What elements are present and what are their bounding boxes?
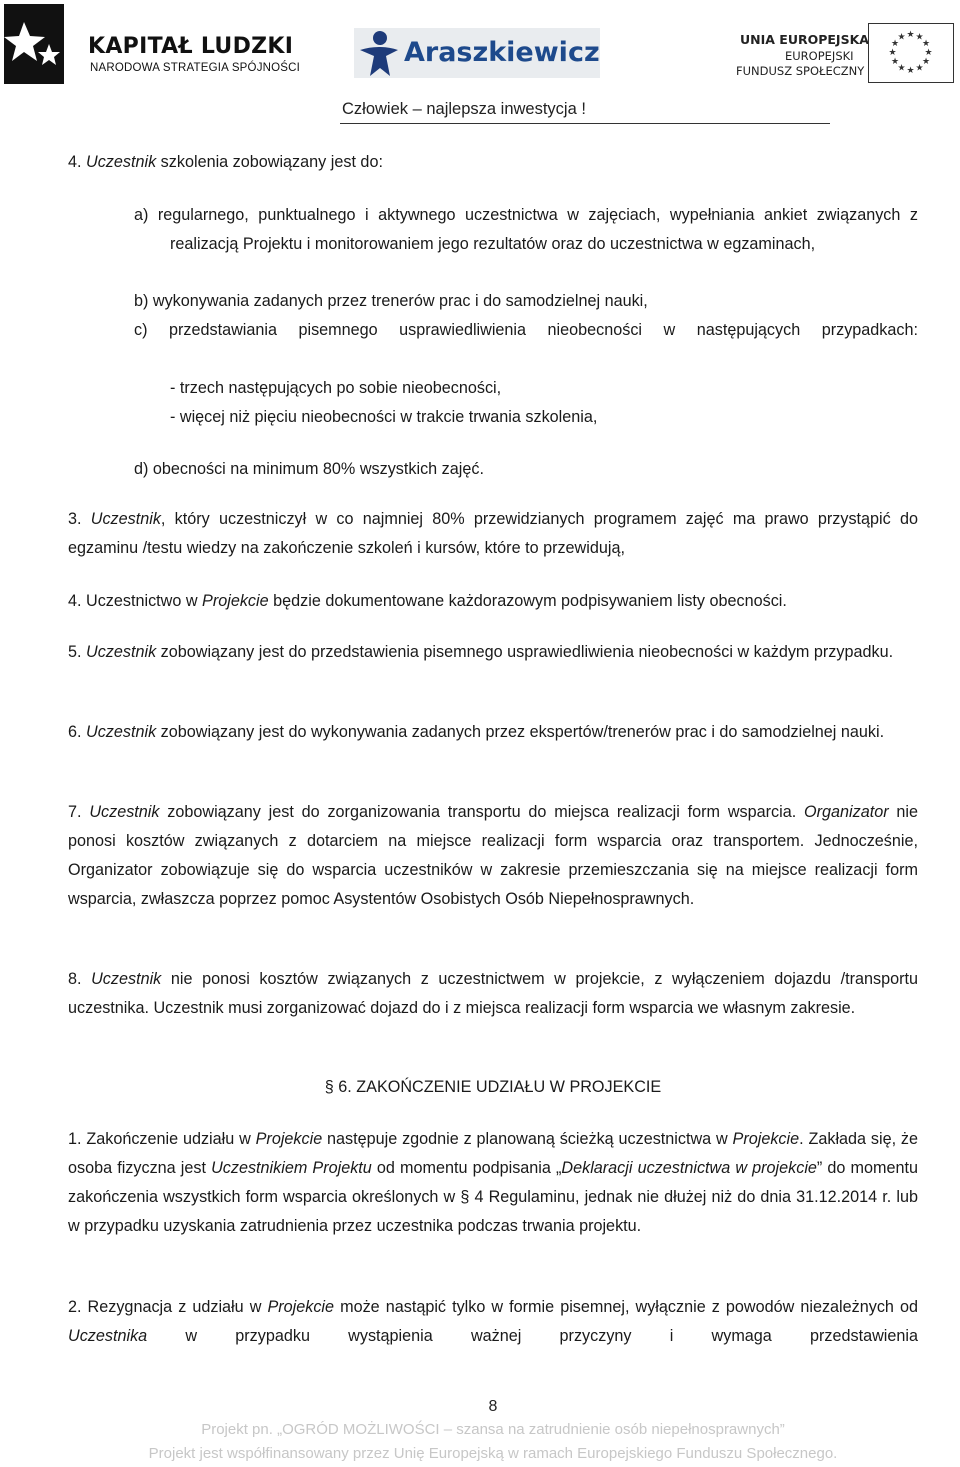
svg-text:★: ★ [915, 32, 924, 43]
svg-text:★: ★ [906, 66, 915, 76]
paragraph-8: 8. Uczestnik nie ponosi kosztów związanych z uczestnictwem w projekcie, z wyłączeniem dojazdu /transportu uczestnika. Uczestnik musi zorganizować dojazd do i z miejsca realizacji form wsparcia we własnym zakresie. [68, 970, 918, 1017]
list-item-b: b) wykonywania zadanych przez trenerów prac i do samodzielnej nauki, [134, 292, 648, 310]
paragraph-4: 4. Uczestnictwo w Projekcie będzie dokumentowane każdorazowym podpisywaniem listy obecności. [68, 592, 787, 610]
eu-text-line2: EUROPEJSKI [785, 49, 854, 63]
kapital-ludzki-logo [4, 4, 74, 84]
kl-star-icon [4, 4, 74, 84]
svg-text:★: ★ [890, 57, 900, 67]
section6-paragraph-1: 1. Zakończenie udziału w Projekcie następuje zgodnie z planowaną ścieżką uczestnictwa w Projekcie. Zakłada się, że osoba fizyczna jest Uczestnikiem Projektu od momentu podpisania „Deklaracji uczestnictwa w projekcie” do momentu zakończenia wszystkich form wsparcia określonych w § 4 Regulaminu, jednak nie dłużej niż do dnia 31.12.2014 r. lub w przypadku uzyskania zatrudnienia przez uczestnika podczas trwania projektu. [68, 1130, 919, 1235]
footer-line-1: Projekt pn. „OGRÓD MOŻLIWOŚCI – szansa na zatrudnienie osób niepełnosprawnych” [201, 1421, 785, 1438]
list-item-d: d) obecności na minimum 80% wszystkich zajęć. [134, 460, 484, 478]
page-number: 8 [488, 1398, 498, 1415]
svg-text:★: ★ [890, 39, 900, 49]
paragraph-3: 3. Uczestnik, który uczestniczył w co najmniej 80% przewidzianych programem zajęć ma prawo przystąpić do egzaminu /testu wiedzy na zakończenie szkoleń i kursów, które to przewidują, [68, 510, 918, 557]
person-icon [356, 28, 402, 78]
eu-stars-icon [869, 24, 952, 81]
svg-text:★: ★ [897, 63, 906, 74]
kl-title: KAPITAŁ LUDZKI [88, 34, 294, 59]
list-item-c-sub1: - trzech następujących po sobie nieobecności, [170, 379, 502, 397]
list-item-c: c) przedstawiania pisemnego usprawiedliwienia nieobecności w następujących przypadkach: [134, 321, 918, 339]
paragraph-6: 6. Uczestnik zobowiązany jest do wykonywania zadanych przez ekspertów/trenerów prac i do samodzielnej nauki. [68, 723, 885, 741]
svg-text:★: ★ [915, 63, 924, 74]
svg-text:★: ★ [921, 39, 931, 49]
section6-paragraph-2: 2. Rezygnacja z udziału w Projekcie może nastąpić tylko w formie pisemnej, wyłącznie z powodów niezależnych od Uczestnika w przypadku wystąpienia ważnej przyczyny i wymaga przedstawienia [68, 1298, 918, 1345]
header-divider [340, 123, 830, 124]
section4-heading: 4. Uczestnik szkolenia zobowiązany jest do: [68, 153, 383, 171]
svg-text:★: ★ [897, 32, 906, 43]
paragraph-5: 5. Uczestnik zobowiązany jest do przedstawienia pisemnego usprawiedliwienia nieobecności w każdym przypadku. [68, 643, 894, 661]
eu-text-line1: UNIA EUROPEJSKA [740, 32, 869, 47]
araszkiewicz-logo [354, 28, 600, 78]
svg-text:★: ★ [921, 57, 931, 67]
svg-text:★: ★ [888, 48, 897, 58]
list-item-a: a) regularnego, punktualnego i aktywnego uczestnictwa w zajęciach, wypełniania ankiet związanych z realizacją Projektu i monitorowaniem jego rezultatów oraz do uczestnictwa w egzaminach, [134, 206, 918, 253]
brand-name: Araszkiewicz [404, 37, 600, 68]
kl-subtitle: NARODOWA STRATEGIA SPÓJNOŚCI [90, 62, 301, 74]
list-item-c-sub2: - więcej niż pięciu nieobecności w trakcie trwania szkolenia, [170, 408, 598, 426]
svg-text:★: ★ [924, 48, 933, 58]
tagline: Człowiek – najlepsza inwestycja ! [342, 100, 586, 118]
svg-text:★: ★ [906, 30, 915, 40]
section6-heading: § 6. ZAKOŃCZENIE UDZIAŁU W PROJEKCIE [324, 1078, 662, 1096]
eu-flag [868, 23, 954, 83]
footer-line-2: Projekt jest współfinansowany przez Unię Europejską w ramach Europejskiego Funduszu Społecznego. [148, 1445, 838, 1462]
eu-text-line3: FUNDUSZ SPOŁECZNY [736, 64, 865, 78]
paragraph-7: 7. Uczestnik zobowiązany jest do zorganizowania transportu do miejsca realizacji form wsparcia. Organizator nie ponosi kosztów związanych z dotarciem na miejsce realizacji form wsparcia oraz transportem. Jednocześnie, Organizator zobowiązuje się do wsparcia uczestników w zakresie przemieszczania się na miejsce realizacji form wsparcia, zwłaszcza poprzez pomoc Asystentów Osobistych Osób Niepełnosprawnych. [68, 803, 918, 908]
